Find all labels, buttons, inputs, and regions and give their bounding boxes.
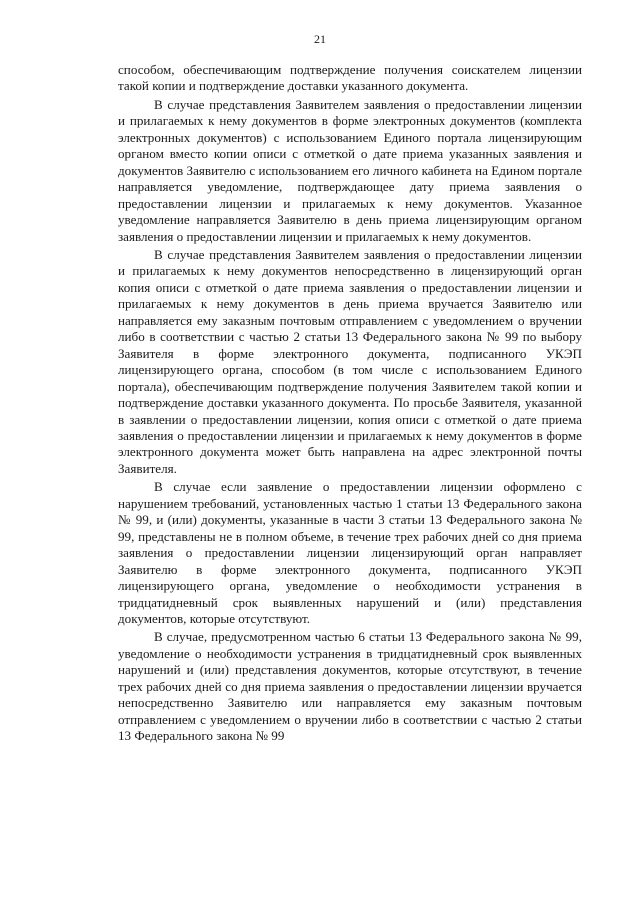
paragraph-2: В случае представления Заявителем заявления о предоставлении лицензии и прилагаемых к нему документов в форме электронных документов (комплекта электронных документов) с использованием Единого портала лицензирующим органом вместо копии описи с отметкой о дате приема указанных заявления и документов Заявителю с использованием его личного кабинета на Едином портале направляется уведомление, подтверждающее дату приема заявления о предоставлении лицензии и прилагаемых к нему документов. Указанное уведомление направляется Заявителю в день приема лицензирующим органом заявления о предоставлении лицензии и прилагаемых к нему документов. xyxy=(118,96,582,244)
document-body xyxy=(118,62,582,747)
page-number: 21 xyxy=(314,32,326,46)
paragraph-5: В случае, предусмотренном частью 6 статьи 13 Федерального закона № 99, уведомление о необходимости устранения в тридцатидневный срок выявленных нарушений и (или) представления документов, которые отсутствуют, в течение трех рабочих дней со дня приема заявления о предоставлении лицензии вручается непосредственно Заявителю или направляется ему заказным почтовым отправлением с уведомлением о вручении либо в соответствии с частью 2 статьи 13 Федерального закона № 99 xyxy=(118,629,582,744)
paragraph-4: В случае если заявление о предоставлении лицензии оформлено с нарушением требований, установленных частью 1 статьи 13 Федерального закона № 99, и (или) документы, указанные в части 3 статьи 13 Федерального закона № 99, представлены не в полном объеме, в течение трех рабочих дней со дня приема заявления о предоставлении лицензии лицензирующий орган направляет Заявителю в форме электронного документа, подписанного УКЭП лицензирующего органа, уведомление о необходимости устранения в тридцатидневный срок выявленных нарушений и (или) представления документов, которые отсутствуют. xyxy=(118,479,582,626)
paragraph-3: В случае представления Заявителем заявления о предоставлении лицензии и прилагаемых к нему документов непосредственно в лицензирующий орган копия описи с отметкой о дате приема заявления о предоставлении лицензии и прилагаемых к нему документов в день приема вручается Заявителю или направляется ему заказным почтовым отправлением с уведомлением о вручении либо в соответствии с частью 2 статьи 13 Федерального закона № 99 по выбору Заявителя в форме электронного документа, подписанного УКЭП лицензирующего органа, способом (в том числе с использованием Единого портала), обеспечивающим подтверждение получения Заявителем такой копии и подтверждение доставки указанного документа. По просьбе Заявителя, указанной в заявлении о предоставлении лицензии, копия описи с отметкой о дате приема заявления о предоставлении лицензии и прилагаемых к нему документов в форме электронного документа может быть направлена на адрес электронной почты Заявителя. xyxy=(118,246,582,476)
paragraph-1: способом, обеспечивающим подтверждение получения соискателем лицензии такой копии и подтверждение доставки указанного документа. xyxy=(118,62,582,94)
